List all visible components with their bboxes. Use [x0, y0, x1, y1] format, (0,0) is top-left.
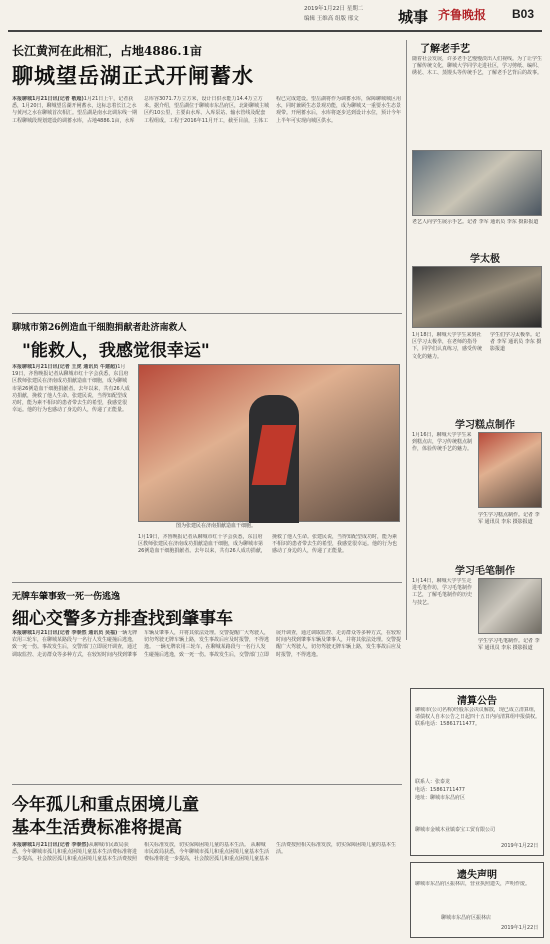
paper-logo: 齐鲁晚报	[438, 8, 487, 22]
sub2-caption-block	[478, 512, 542, 560]
masthead-rule	[8, 30, 542, 32]
sub1-title: 学太极	[470, 254, 500, 265]
story2-text-cont: 1月19日，齐鲁晚报记者从聊城市红十字会获悉，东昌府区教师张建民在济南成功捐献造血干细胞，成为聊城市第26例造血干细胞捐献者。去年以来，共有26人成功捐献，挽救了他人生命。张建民说，当得知配型成功时，能为素不相识的患者带去生的希望，我感觉很幸运。他的行为也感动了身边的人，传递了正能量。	[138, 534, 398, 555]
sidebar-photo1-caption: 老艺人向学生展示手艺。记者 李军 通讯员 李东 摄影报道	[412, 219, 539, 225]
story1-headline: 聊城望岳湖正式开闸蓄水	[12, 63, 254, 88]
story2-photo-caption: 图为张建民在济南捐献造血干细胞。	[176, 523, 257, 529]
sub1-photo	[412, 266, 542, 328]
story2-body-block	[12, 364, 130, 576]
story3-kicker: 无牌车肇事致一死一伤逃逸	[12, 592, 121, 602]
story2-kicker: 聊城市第26例造血干细胞捐献者赴济南救人	[12, 323, 187, 333]
sub2-title: 学习糕点制作	[455, 420, 515, 431]
sub1-body-block	[412, 332, 486, 412]
story4-body-block	[12, 842, 402, 938]
notice2-body-block	[415, 881, 541, 911]
story1-body	[12, 96, 402, 125]
sub3-caption-block	[478, 638, 542, 682]
notice1-phone: 电话：15861711477	[415, 787, 465, 793]
story3-text-2: 一辆无牌农用三轮车，在聊城某路段与一名行人发生碰撞后逃逸，致一死一伤。事故发生后，交警部门立即展开调查，通过调取监控、走访群众等多种方式，在较短时间内找到肇事车辆及肇事人，并将其依法处理。交警提醒广大驾驶人，切勿驾驶无牌车辆上路，发生事故后应及时报警，不得逃逸。	[144, 630, 402, 658]
sidebar-intro-block	[412, 56, 542, 148]
story2-headline: "能救人，我感觉很幸运"	[22, 341, 210, 361]
story2-body	[12, 364, 130, 414]
sub1-caption-block	[490, 332, 542, 412]
notice1-title: 清算公告	[457, 696, 497, 707]
story3-byline: 本报聊城1月21日讯(记者 李泰然 通讯员 吴福)	[12, 630, 118, 636]
masthead-editors: 编辑 王维高 组版 邢文	[304, 16, 359, 22]
divider-3	[12, 784, 402, 785]
sub1-caption: 学生们学习太极拳。记者 李军 通讯员 李东 摄影报道	[490, 332, 542, 352]
story1-text: 1月21日上午，记者获悉，1月20日，聊城望岳湖开闸蓄水，这标志着长江之水与黄河之水在聊城首次相汇。望岳湖是南水北调东线一期工程聊城段规划建设的调蓄水库，占地4886.1亩，水库总库容3071.7万立方米，设计日供水能力14.4万立方米。据介绍，望岳湖位于聊城市东昌府区，北距聊城主城区约10公里，主要由水库、入库泵站、输水管线及配套工程组成。工程于2016年11月开工，截至目前，主体工程已完成建设。望岳湖将作为调蓄水库，保障聊城城区用水，同时兼顾生态景观功能，成为聊城又一重要水生态景观带。开闸蓄水后，水库将逐步达到设计水位，预计今年上半年可实现向城区供水。	[12, 96, 402, 124]
notice2-signer: 聊城市东昌府区振林店	[441, 915, 492, 921]
sidebar-title: 了解老手艺	[420, 44, 470, 55]
notice2-body: 聊城市东昌府区振林店，营业执照遗失，声明作废。	[415, 881, 531, 887]
story1-kicker: 长江黄河在此相汇，占地4886.1亩	[12, 44, 202, 58]
sub1-body: 1月18日，聊城大学学生来到社区学习太极拳，在老师的指导下，同学们认真练习，感受传统文化的魅力。	[412, 332, 483, 360]
story2-photo	[138, 364, 400, 522]
notice1-body-block	[415, 707, 541, 775]
story4-text-2: 从聊城市民政局获悉，今年聊城市孤儿和重点困境儿童基本生活费标准将进一步提高，社会散居孤儿和重点困境儿童基本生活费按照相关标准发放，切实保障困境儿童的基本生活。	[144, 842, 397, 863]
column-divider	[406, 40, 407, 640]
notice2-title: 遗失声明	[457, 870, 497, 881]
divider-2	[12, 582, 402, 583]
story2-body-cont	[138, 534, 400, 578]
sub3-photo	[478, 578, 542, 634]
sub2-caption: 学生学习糕点制作。记者 李军 通讯员 李东 摄影报道	[478, 512, 540, 525]
story2-byline: 本报聊城1月21日讯(记者 王虎 通讯员 牛建超)	[12, 364, 118, 370]
page-number: B03	[512, 7, 535, 21]
sidebar-intro: 随着社会发展，许多老手艺慢慢淡出人们视线。为了让学生了解传统文化，聊城大学同学走进社区，学习剪纸、编织、绣花、木工、蒸馒头等传统手艺，了解老手艺背后的故事。	[412, 56, 542, 77]
story4-text: 从聊城市民政局获悉，今年聊城市孤儿和重点困境儿童基本生活费标准将进一步提高，社会散居孤儿和重点困境儿童基本生活费按照相关标准发放，切实保障困境儿童的基本生活。	[12, 842, 250, 863]
story4-headline-1: 今年孤儿和重点困境儿童	[12, 795, 199, 815]
notice1-contact: 联系人：张泰龙	[415, 779, 451, 785]
sidebar-photo-1	[412, 150, 542, 216]
story1-body-block	[12, 96, 402, 310]
story1-byline: 本报聊城1月21日讯(记者 敬超)	[12, 96, 84, 102]
sub2-photo	[478, 432, 542, 508]
masthead	[0, 0, 550, 32]
section-name: 城事	[398, 8, 429, 26]
sub2-body-block	[412, 432, 474, 560]
sub3-body: 1月14日，聊城大学学生走进毛笔作坊，学习毛笔制作工艺，了解毛笔制作的历史与技艺。	[412, 578, 473, 606]
loss-statement	[410, 862, 544, 938]
sub2-body: 1月16日，聊城大学学生来到糕点店，学习传统糕点制作，体验传统手艺的魅力。	[412, 432, 473, 453]
liquidation-notice	[410, 688, 544, 856]
story3-body-block	[12, 630, 402, 780]
story4-headline-2: 基本生活费标准将提高	[12, 818, 182, 838]
story3-body	[12, 630, 402, 659]
sub3-body-block	[412, 578, 474, 682]
sub3-caption: 学生学习毛笔制作。记者 李军 通讯员 李东 摄影报道	[478, 638, 540, 651]
notice1-body: 聊城市(公司名称)经股东会决议解散，现已成立清算组，请债权人自本公告之日起四十五日内向清算组申报债权。联系电话：15861711477。	[415, 707, 541, 728]
masthead-date: 2019年1月22日 星期二	[304, 6, 364, 12]
story4-body	[12, 842, 402, 864]
notice1-signer: 聊城市金城木业镇泰宝工贸有限公司	[415, 827, 496, 833]
divider-1	[12, 313, 402, 314]
story2-text: 1月19日，齐鲁晚报记者从聊城市红十字会获悉，东昌府区教师张建民在济南成功捐献造血干细胞，成为聊城市第26例造血干细胞捐献者。去年以来，共有26人成功捐献，挽救了他人生命。张建民说，当得知配型成功时，能为素不相识的患者带去生的希望，我感觉很幸运。他的行为也感动了身边的人，传递了正能量。	[12, 364, 130, 414]
notice1-address: 地址：聊城市东昌府区	[415, 795, 466, 801]
story4-byline: 本报聊城1月21日讯(记者 李泰然)	[12, 842, 89, 848]
sub3-title: 学习毛笔制作	[455, 566, 515, 577]
story3-text: 一辆无牌农用三轮车，在聊城某路段与一名行人发生碰撞后逃逸，致一死一伤。事故发生后，交警部门立即展开调查，通过调取监控、走访群众等多种方式，在较短时间内找到肇事车辆及肇事人，并将其依法处理。交警提醒广大驾驶人，切勿驾驶无牌车辆上路，发生事故后应及时报警，不得逃逸。	[12, 630, 270, 658]
notice2-date: 2019年1月22日	[501, 925, 539, 931]
story3-headline: 细心交警多方排查找到肇事车	[12, 609, 233, 629]
notice1-date: 2019年1月22日	[501, 843, 539, 849]
